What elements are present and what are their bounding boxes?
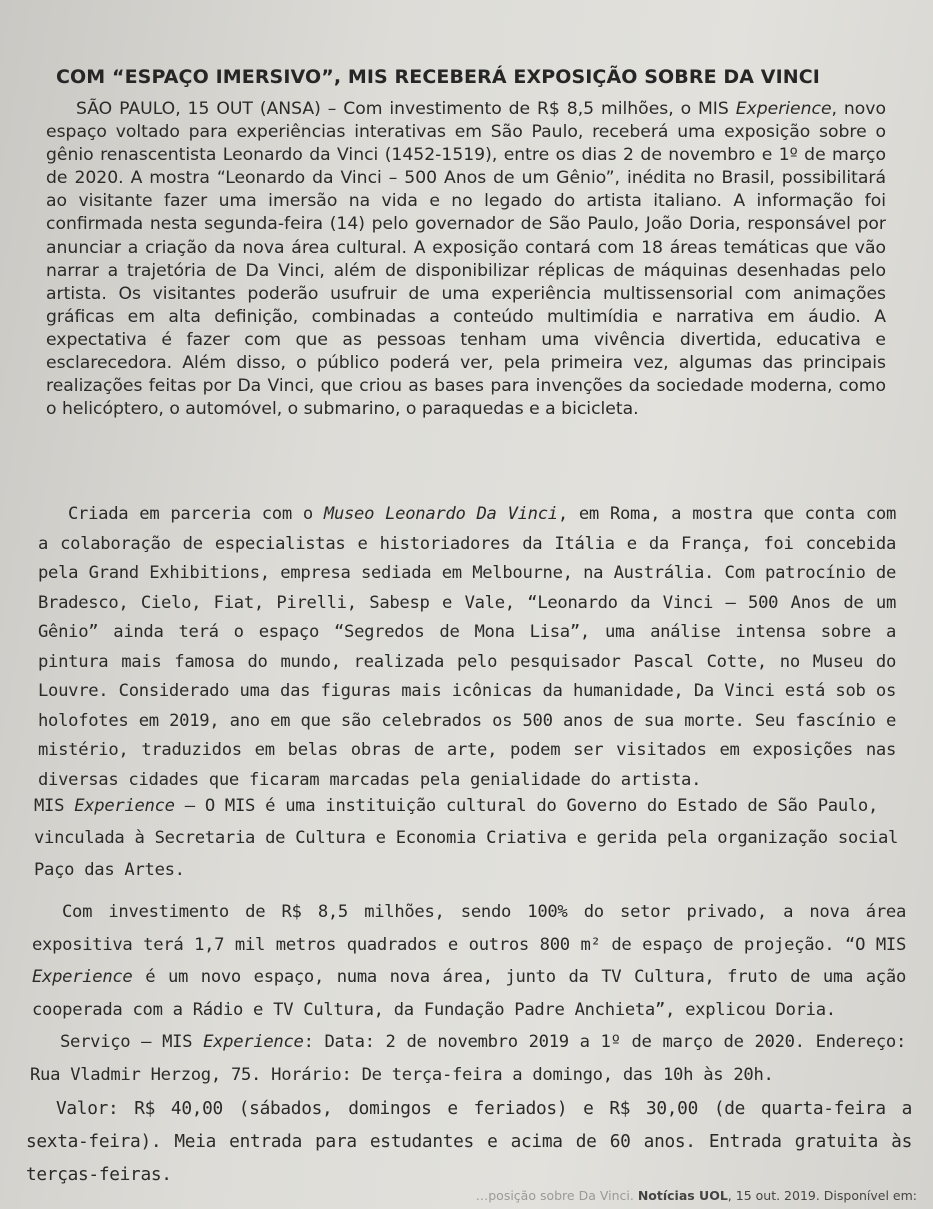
paragraph-text: MIS <box>34 796 75 816</box>
info-paragraph-service <box>30 1026 906 1092</box>
source-citation <box>476 1188 917 1203</box>
article-title: COM “ESPAÇO IMERSIVO”, MIS RECEBERÁ EXPOSIÇÃO SOBRE DA VINCI <box>56 66 820 88</box>
info-paragraph-mis <box>34 790 900 886</box>
article-paragraph-1 <box>46 98 886 421</box>
paragraph-text: – O MIS é uma instituição cultural do Governo do Estado de São Paulo, vinculada à Secretaria de Cultura e Economia Criativa e gerida pela organização social Paço das Artes. <box>34 796 899 880</box>
article-paragraph-2 <box>38 500 896 795</box>
italic-text: Experience <box>203 1032 304 1052</box>
italic-text: Experience <box>735 99 832 119</box>
citation-rest: , 15 out. 2019. Disponível em: <box>727 1188 917 1203</box>
paragraph-text: Com investimento de R$ 8,5 milhões, sendo 100% do setor privado, a nova área expositiva terá 1,7 mil metros quadrados e outros 800 m² de espaço de projeção. “O MIS <box>32 902 906 955</box>
citation-source: Notícias UOL <box>637 1188 728 1203</box>
paragraph-text: Criada em parceria com o <box>68 504 324 524</box>
paragraph-text: Valor: R$ 40,00 (sábados, domingos e feriados) e R$ 30,00 (de quarta-feira a sexta-feira). Meia entrada para estudantes e acima de 60 anos. Entrada gratuita às terças-feiras. <box>26 1098 912 1185</box>
paragraph-text: , em Roma, a mostra que conta com a colaboração de especialistas e historiadores da Itália e da França, foi concebida pela Grand Exhibitions, empresa sediada em Melbourne, na Austrália. Com patrocínio de Bradesco, Cielo, Fiat, Pirelli, Sabesp e Vale, “Leonardo da Vinci – 500 Anos de um Gênio” ainda terá o espaço “Segredos de Mona Lisa”, uma análise intensa sobre a pintura mais famosa do mundo, realizada pelo pesquisador Pascal Cotte, no Museu do Louvre. Considerado uma das figuras mais icônicas da humanidade, Da Vinci está sob os holofotes em 2019, ano em que são celebrados os 500 anos de sua morte. Seu fascínio e mistério, traduzidos em belas obras de arte, podem ser visitados em exposições nas diversas cidades que ficaram marcadas pela genialidade do artista. <box>38 504 896 790</box>
info-paragraph-price <box>26 1092 912 1191</box>
paragraph-text: : Data: 2 de novembro 2019 a 1º de março de 2020. Endereço: Rua Vladmir Herzog, 75. Horário: De terça-feira a domingo, das 10h às 20h. <box>30 1032 906 1085</box>
paragraph-text: , novo espaço voltado para experiências interativas em São Paulo, receberá uma exposição sobre o gênio renascentista Leonardo da Vinci (1452-1519), entre os dias 2 de novembro e 1º de março de 2020. A mostra “Leonardo da Vinci – 500 Anos de um Gênio”, inédita no Brasil, possibilitará ao visitante fazer uma imersão na vida e no legado do artista italiano. A informação foi confirmada nesta segunda-feira (14) pelo governador de São Paulo, João Doria, responsável por anunciar a criação da nova área cultural. A exposição contará com 18 áreas temáticas que vão narrar a trajetória de Da Vinci, além de disponibilizar réplicas de máquinas desenhadas pelo artista. Os visitantes poderão usufruir de uma experiência multissensorial com animações gráficas em alta definição, combinadas a conteúdo multimídia e narrativa em áudio. A expectativa é fazer com que as pessoas tenham uma vivência divertida, educativa e esclarecedora. Além disso, o público poderá ver, pela primeira vez, algumas das principais realizações feitas por Da Vinci, que criou as bases para invenções da sociedade moderna, como o helicóptero, o automóvel, o submarino, o paraquedas e a bicicleta. <box>46 99 886 420</box>
paragraph-text: Com investimento de R$ 8,5 milhões, o MIS <box>336 99 736 119</box>
italic-text: Experience <box>32 967 133 987</box>
italic-text: Experience <box>74 796 175 816</box>
paragraph-text: é um novo espaço, numa nova área, junto da TV Cultura, fruto de uma ação cooperada com a Rádio e TV Cultura, da Fundação Padre Anchieta”, explicou Doria. <box>32 967 906 1020</box>
italic-text: Museo Leonardo Da Vinci <box>323 504 558 524</box>
paragraph-text: Serviço – MIS <box>60 1032 204 1052</box>
info-paragraph-investment <box>32 896 906 1026</box>
dateline: SÃO PAULO, 15 OUT (ANSA) – <box>76 99 337 119</box>
citation-faded-text: …posição sobre Da Vinci. <box>475 1188 634 1203</box>
